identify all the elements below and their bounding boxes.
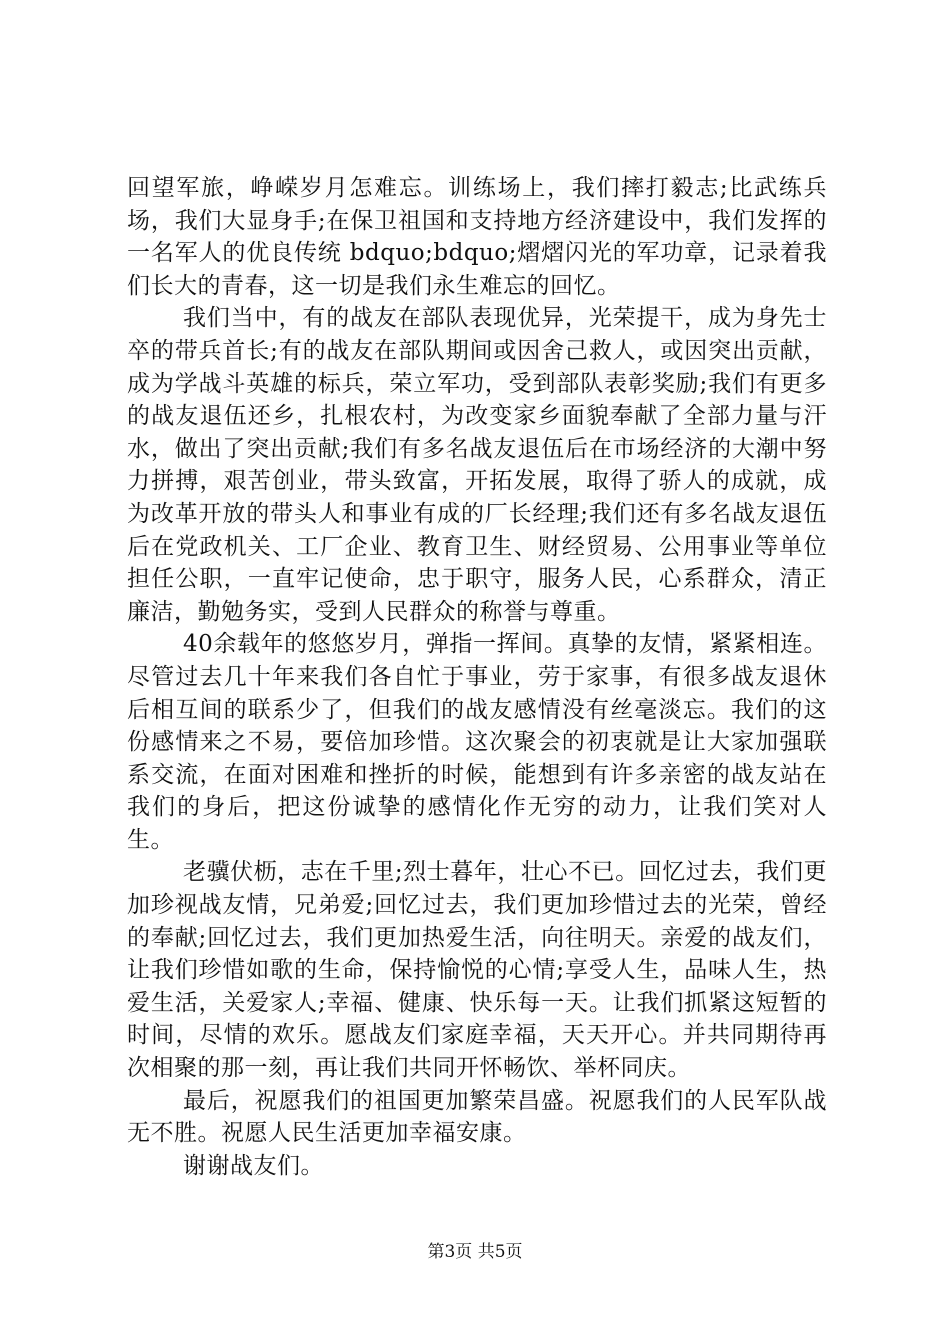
document-body xyxy=(127,172,827,1182)
paragraph-closing-wishes: 最后，祝愿我们的祖国更加繁荣昌盛。祝愿我们的人民军队战无不胜。祝愿人民生活更加幸福安康。 xyxy=(127,1087,827,1147)
paragraph-looking-back: 老骥伏枥，志在千里;烈士暮年，壮心不已。回忆过去，我们更加珍视战友情，兄弟爱;回忆过去，我们更加珍惜过去的光荣，曾经的奉献;回忆过去，我们更加热爱生活，向往明天。亲爱的战友们，让我们珍惜如歌的生命，保持愉悦的心情;享受人生，品味人生，热爱生活，关爱家人;幸福、健康、快乐每一天。让我们抓紧这短暂的时间，尽情的欢乐。愿战友们家庭幸福，天天开心。并共同期待再次相聚的那一刻，再让我们共同开怀畅饮、举杯同庆。 xyxy=(127,859,827,1082)
paragraph-comrade-achievements: 我们当中，有的战友在部队表现优异，光荣提干，成为身先士卒的带兵首长;有的战友在部队期间或因舍己救人，或因突出贡献，成为学战斗英雄的标兵，荣立军功，受到部队表彰奖励;我们有更多的战友退伍还乡，扎根农村，为改变家乡面貌奉献了全部力量与汗水，做出了突出贡献;我们有多名战友退伍后在市场经济的大潮中努力拼搏，艰苦创业，带头致富，开拓发展，取得了骄人的成就，成为改革开放的带头人和事业有成的厂长经理;我们还有多名战友退伍后在党政机关、工厂企业、教育卫生、财经贸易、公用事业等单位担任公职，一直牢记使命，忠于职守，服务人民，心系群众，清正廉洁，勤勉务实，受到人民群众的称誉与尊重。 xyxy=(127,305,827,625)
paragraph-friendship: 40余载年的悠悠岁月，弹指一挥间。真挚的友情，紧紧相连。尽管过去几十年来我们各自忙于事业，劳于家事，有很多战友退休后相互间的联系少了，但我们的战友感情没有丝毫淡忘。我们的这份感情来之不易，要倍加珍惜。这次聚会的初衷就是让大家加强联系交流，在面对困难和挫折的时候，能想到有许多亲密的战友站在我们的身后，把这份诚挚的感情化作无穷的动力，让我们笑对人生。 xyxy=(127,631,827,853)
paragraph-military-memories: 回望军旅，峥嵘岁月怎难忘。训练场上，我们摔打毅志;比武练兵场，我们大显身手;在保卫祖国和支持地方经济建设中，我们发挥的一名军人的优良传统 bdquo;bdquo;熠熠闪光的军功章，记录着我们长大的青春，这一切是我们永生难忘的回忆。 xyxy=(127,175,827,299)
page-number-footer: 第3页 共5页 xyxy=(427,1242,523,1262)
paragraph-thanks: 谢谢战友们。 xyxy=(183,1152,324,1179)
